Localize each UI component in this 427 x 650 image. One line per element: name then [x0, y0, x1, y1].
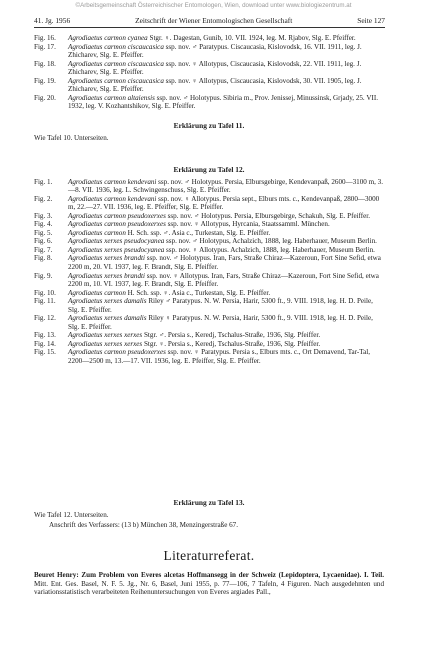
figure-list-tafel-10 [34, 34, 384, 111]
header-page: Seite 127 [357, 16, 385, 25]
figure-number: Fig. 1. [34, 177, 53, 186]
header-volume: 41. Jg. 1956 [34, 16, 71, 25]
header-journal: Zeitschrift der Wiener Entomologischen Gesellschaft [135, 16, 293, 25]
specimen-data: ssp. nov. ♀ Allotypus, Hyrcania, Staatssamml. München. [165, 220, 330, 229]
figure-description [68, 254, 384, 271]
figure-caption [34, 340, 384, 349]
figure-description [68, 94, 384, 111]
taxon-name: Agrodiaetus carmon kendevani [68, 177, 157, 186]
taxon-name: Agrodiaetus xerxes damalis [68, 314, 147, 323]
figure-description [68, 289, 384, 298]
figure-caption [34, 220, 384, 229]
figure-number: Fig. 6. [34, 237, 53, 246]
specimen-data: ssp. nov. ♀ Allotypus. Persia sept., Elburs mts. c., Kendevanpaß, 2800—3000 m, 22.—27. VII. 1936, leg. E. Pfeiffer, Slg. E. Pfeiffer. [68, 194, 380, 212]
figure-number: Fig. 10. [34, 288, 56, 297]
text-tafel-13: Wie Tafel 12. Unterseiten. [34, 510, 109, 519]
figure-description [68, 178, 384, 195]
taxon-name: Agrodiaetus carmon ciscaucasica [68, 59, 164, 68]
specimen-data: Riley ♀ Paratypus. N. W. Persia, Harir, 5300 ft., 9. VIII. 1918, leg. H. D. Peile, Slg. E. Pfeiffer. [68, 314, 373, 331]
figure-caption [34, 212, 384, 221]
heading-tafel-13: Erklärung zu Tafel 13. [173, 498, 245, 507]
figure-caption [34, 229, 384, 238]
taxon-name: Agrodiaetus xerxes pseudocyanea [68, 237, 165, 246]
taxon-name: Agrodiaetus xerxes xerxes [68, 331, 143, 340]
specimen-data: ssp. nov. ♂ Holotypus. Persia, Elbursgebirge, Schakuh, Slg. E. Pfeiffer. [165, 211, 371, 220]
taxon-name: Agrodiaetus carmon altaiensis [68, 93, 155, 102]
specimen-data: Riley ♂ Paratypus. N. W. Persia, Harir, 5300 ft., 9. VIII. 1918, leg. H. D. Peile, Slg. E. Pfeiffer. [68, 297, 373, 314]
taxon-name: Agrodiaetus carmon ciscaucasica [68, 76, 164, 85]
specimen-data: ssp. nov. ♀ Allotypus. Achalzich, 1888, leg. Haberhauer, Museum Berlin. [164, 245, 375, 254]
figure-number: Fig. 2. [34, 194, 53, 203]
figure-description [68, 314, 384, 331]
figure-number: Fig. 18. [34, 59, 56, 68]
taxon-name: Agrodiaetus carmon pseudoxerxes [68, 348, 166, 357]
specimen-data: ssp. nov. ♀ Paratypus. Persia s., Elburs mts. c., Ort Demavend, Tar-Tal, 2200—2500 m, 13.—17. VII. 1936, leg. E. Pfeiffer, Slg. E. Pfeiffer. [68, 348, 371, 366]
figure-caption [34, 272, 384, 289]
literature-section-title: Literaturreferat. [163, 548, 255, 563]
specimen-data: H. Sch. ssp. ♂. Asia c., Turkestan, Slg. E. Pfeiffer. [125, 228, 271, 237]
taxon-name: Agrodiaetus xerxes xerxes [68, 339, 143, 348]
specimen-data: ssp. nov. ♂ Holotypus. Sibiria m., Prov. Jenissej, Minussinsk, Grjady, 25. VII. 1932, leg. V. Kozhantshikov, Slg. E. Pfeiffer. [68, 93, 378, 111]
taxon-name: Agrodiaetus carmon pseudoxerxes [68, 220, 166, 229]
reference-title: Beuret Henry: Zum Problem von Everes alcetas Hoffmansegg in der Schweiz (Lepidoptera, Lycaenidae). I. Teil. [34, 571, 384, 579]
figure-description [68, 34, 384, 43]
figure-caption [34, 43, 384, 60]
taxon-name: Agrodiaetus xerxes brandti [68, 254, 145, 263]
figure-caption [34, 289, 384, 298]
figure-number: Fig. 15. [34, 348, 56, 357]
figure-number: Fig. 3. [34, 211, 53, 220]
figure-list-tafel-12 [34, 178, 384, 366]
figure-number: Fig. 13. [34, 331, 56, 340]
figure-caption [34, 237, 384, 246]
figure-caption [34, 195, 384, 212]
figure-description [68, 297, 384, 314]
taxon-name: Agrodiaetus carmon kendevani [68, 194, 157, 203]
copyright-watermark: ©Arbeitsgemeinschaft Österreichischer Entomologen, Wien, download unter www.biologiezentrum.at [75, 2, 352, 9]
figure-description [68, 229, 384, 238]
taxon-name: Agrodiaetus xerxes pseudocyanea [68, 245, 165, 254]
section-tafel-11 [34, 122, 384, 142]
specimen-data: ssp. nov. ♂ Paratypus. Ciscaucasia, Kislovodsk, 16. VII. 1911, leg. J. Zhicharev, Slg. E. Pfeiffer. [68, 42, 362, 60]
figure-description [68, 340, 384, 349]
figure-caption [34, 331, 384, 340]
figure-number: Fig. 20. [34, 93, 56, 102]
taxon-name: Agrodiaetus carmon pseudoxerxes [68, 211, 166, 220]
taxon-name: Agrodiaetus xerxes brandti [68, 271, 145, 280]
figure-number: Fig. 4. [34, 220, 53, 229]
figure-number: Fig. 19. [34, 76, 56, 85]
specimen-data: Stgr. ♀. Dagestan, Gunib, 10. VII. 1924, leg. M. Rjabov, Slg. E. Pfeiffer. [147, 34, 356, 42]
running-header [34, 16, 385, 28]
figure-caption [34, 246, 384, 255]
figure-number: Fig. 12. [34, 314, 56, 323]
figure-number: Fig. 14. [34, 339, 56, 348]
literature-reference [34, 571, 384, 597]
figure-caption [34, 348, 384, 365]
figure-description [68, 195, 384, 212]
figure-number: Fig. 11. [34, 297, 56, 306]
specimen-data: ssp. nov. ♂ Holotypus, Achalzich, 1888, leg. Haberhauer, Museum Berlin. [164, 237, 377, 246]
figure-description [68, 246, 384, 255]
section-tafel-13 [34, 499, 384, 530]
heading-tafel-11: Erklärung zu Tafel 11. [173, 121, 245, 130]
taxon-name: Agrodiaetus carmon [68, 228, 126, 237]
figure-description [68, 237, 384, 246]
taxon-name: Agrodiaetus carmon ciscaucasica [68, 42, 164, 51]
figure-number: Fig. 17. [34, 42, 56, 51]
figure-number: Fig. 5. [34, 228, 53, 237]
taxon-name: Agrodiaetus carmon [68, 288, 126, 297]
author-address: Anschrift des Verfassers: (13 b) München 38, Menzingerstraße 67. [49, 521, 238, 530]
taxon-name: Agrodiaetus xerxes damalis [68, 297, 147, 306]
figure-caption [34, 178, 384, 195]
reference-details: Mitt. Ent. Ges. Basel, N. F. 5. Jg., Nr. 6, Basel, Juni 1955, p. 77—106, 7 Tafeln, 4 Figuren. Nach ausgedehnten und variationsstatistisch verarbeiteten Reihenuntersuchungen von Everes argiades Pall., [34, 579, 384, 597]
heading-tafel-12: Erklärung zu Tafel 12. [173, 165, 245, 174]
specimen-data: ssp. nov. ♀ Allotypus. Iran, Fars, Straße Chiraz—Kazeroun, Fort Sine Sefid, etwa 2200 m, 10. VI. 1937, leg. F. Brandt, Slg. E. Pfeiffer. [68, 271, 379, 289]
figure-caption [34, 297, 384, 314]
figure-description [68, 220, 384, 229]
specimen-data: ssp. nov. ♂ Holotypus. Iran, Fars, Straße Chiraz—Kazeroun, Fort Sine Sefid, etwa 2200 m, 20. VI. 1937, leg. F. Brandt, Slg. E. Pfeiffer. [68, 254, 381, 272]
figure-caption [34, 94, 384, 111]
figure-caption [34, 60, 384, 77]
taxon-name: Agrodiaetus carmon cyanea [68, 34, 148, 42]
specimen-data: ssp. nov. ♀ Allotypus, Ciscaucasia, Kislovodsk, 30. VII. 1905, leg. J. Zhicharev, Slg. E. Pfeiffer. [68, 76, 362, 94]
figure-description [68, 212, 384, 221]
specimen-data: Stgr. ♀. Persia s., Keredj, Tschalus-Straße, 1936, Slg. Pfeiffer. [142, 339, 321, 348]
figure-caption [34, 34, 384, 43]
figure-description [68, 348, 384, 365]
figure-number: Fig. 7. [34, 245, 53, 254]
specimen-data: H. Sch. ssp. ♀. Asia c., Turkestan, Slg. E. Pfeiffer. [125, 288, 271, 297]
figure-number: Fig. 9. [34, 271, 53, 280]
text-tafel-11: Wie Tafel 10. Unterseiten. [34, 133, 109, 142]
section-tafel-12 [34, 166, 384, 366]
figure-description [68, 331, 384, 340]
figure-caption [34, 254, 384, 271]
figure-caption [34, 77, 384, 94]
figure-description [68, 43, 384, 60]
figure-description [68, 272, 384, 289]
specimen-data: ssp. nov. ♂ Holotypus. Persia, Elbursgebirge, Kendevanpaß, 2600—3100 m, 3.—8. VII. 1936, leg. L. Schwingenschuss, Slg. E. Pfeiffer. [68, 177, 383, 195]
specimen-data: ssp. nov. ♀ Allotypus, Ciscaucasia, Kislovodsk, 22. VII. 1911, leg. J. Zhicharev, Slg. E. Pfeiffer. [68, 59, 362, 77]
figure-caption [34, 314, 384, 331]
figure-description [68, 77, 384, 94]
figure-number: Fig. 8. [34, 254, 53, 263]
figure-description [68, 60, 384, 77]
specimen-data: Stgr. ♂. Persia s., Keredj, Tschalus-Straße, 1936, Slg. Pfeiffer. [142, 331, 321, 340]
figure-number: Fig. 16. [34, 34, 56, 42]
